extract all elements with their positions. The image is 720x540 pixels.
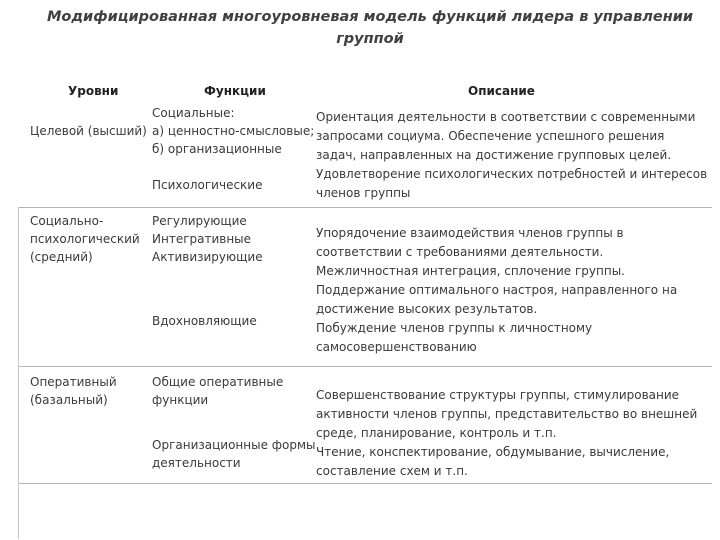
header-levels: Уровни	[68, 84, 119, 98]
header-description: Описание	[468, 84, 535, 98]
row-2-level	[30, 212, 140, 266]
row-1-function-line: б) организационные	[152, 142, 282, 156]
row-3-description-line: среде, планирование, контроль и т.п.	[316, 426, 557, 440]
row-3-description	[316, 386, 711, 481]
row-1-functions-b	[152, 176, 262, 194]
row-3-function-line: Общие оперативные	[152, 375, 284, 389]
row-2-functions-b	[152, 312, 257, 330]
row-3-description-line: Совершенствование структуры группы, стимулирование	[316, 388, 680, 402]
row-divider-1	[18, 207, 712, 208]
row-3-function-line: Организационные формы	[152, 438, 316, 452]
row-1-description-line: Ориентация деятельности в соответствии с современными	[316, 110, 696, 124]
row-3-level-line: Оперативный	[30, 375, 117, 389]
row-3-functions-b	[152, 436, 316, 472]
row-2-function-line: Регулирующие	[152, 214, 247, 228]
row-1-function-line: Психологические	[152, 178, 263, 192]
row-2-description-line: Упорядочение взаимодействия членов группы в	[316, 226, 624, 240]
row-3-description-line: Чтение, конспектирование, обдумывание, вычисление,	[316, 445, 670, 459]
row-1-level-line: Целевой (высший)	[30, 124, 147, 138]
row-1-description-line: задач, направленных на достижение групповых целей.	[316, 148, 672, 162]
row-2-description-line: Поддержание оптимального настроя, направленного на	[316, 283, 678, 297]
table-left-border	[18, 207, 19, 539]
row-2-description-line: соответствии с требованиями деятельности.	[316, 245, 604, 259]
row-3-level	[30, 373, 117, 409]
header-functions: Функции	[204, 84, 266, 98]
row-3-description-line: активности членов группы, представительство во внешней	[316, 407, 698, 421]
row-1-description-line: членов группы	[316, 186, 411, 200]
row-2-level-line: (средний)	[30, 250, 93, 264]
row-2-description	[316, 224, 711, 357]
row-2-function-line: Интегративные	[152, 232, 252, 246]
row-1-description	[316, 108, 711, 203]
row-1-description-line: Удовлетворение психологических потребностей и интересов	[316, 167, 708, 181]
row-divider-2	[18, 366, 712, 367]
row-2-level-line: Социально-	[30, 214, 104, 228]
row-2-functions-a	[152, 212, 263, 266]
row-2-function-line: Активизирующие	[152, 250, 263, 264]
row-1-function-line: а) ценностно-смысловые;	[152, 124, 315, 138]
row-1-function-line: Социальные:	[152, 106, 235, 120]
row-1-description-line: запросами социума. Обеспечение успешного решения	[316, 129, 665, 143]
row-2-description-line: самосовершенствованию	[316, 340, 477, 354]
row-3-function-line: деятельности	[152, 456, 241, 470]
row-3-description-line: составление схем и т.п.	[316, 464, 468, 478]
row-3-function-line: функции	[152, 393, 209, 407]
row-2-description-line: Побуждение членов группы к личностному	[316, 321, 593, 335]
row-3-level-line: (базальный)	[30, 393, 108, 407]
row-2-level-line: психологический	[30, 232, 140, 246]
row-2-function-line: Вдохновляющие	[152, 314, 257, 328]
page-title	[40, 6, 700, 50]
row-1-level	[30, 122, 147, 140]
page-title-line-1: Модифицированная многоуровневая модель функций лидера в управлении	[46, 9, 694, 25]
row-divider-bottom	[18, 483, 712, 484]
row-2-description-line: достижение высоких результатов.	[316, 302, 538, 316]
row-3-functions-a	[152, 373, 283, 409]
row-1-functions-a	[152, 104, 314, 158]
row-2-description-line: Межличностная интеграция, сплочение группы.	[316, 264, 625, 278]
page-title-line-2: группой	[336, 31, 404, 47]
